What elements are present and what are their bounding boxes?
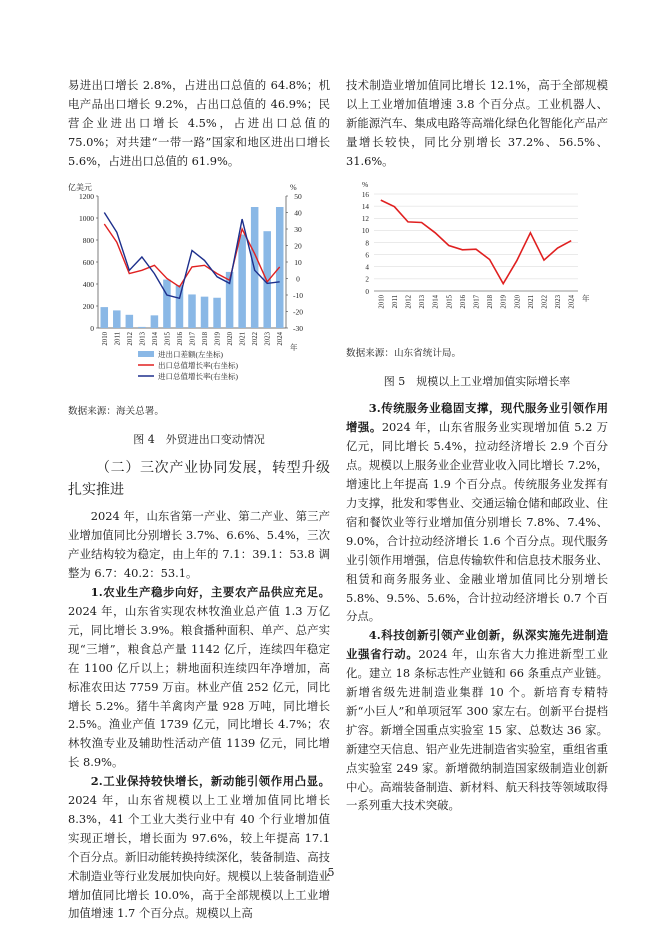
y-axis-label: %	[362, 179, 369, 189]
left-column	[68, 76, 330, 923]
x-tick-label: 2013	[139, 331, 147, 346]
x-tick-label: 2019	[500, 294, 508, 309]
x-axis-label: 年	[582, 293, 590, 303]
paragraph-industry	[68, 772, 330, 923]
y-left-tick-label: 400	[82, 279, 94, 289]
agriculture-body: 2024 年，山东省实现农林牧渔业总产值 1.3 万亿元，同比增长 3.9%。粮食播种面积、单产、总产实现“三增”，粮食总产量 1142 亿斤，连续四年稳定在 1100 亿斤以上；耕地面积连续四年净增加，高标准农田达 7759 万亩。林业产值 252 亿元，同比增长 5.2%。猪牛羊禽肉产量 928 万吨，同比增长 2.5%。渔业产值 1739 亿元，同比增长 4.7%；农林牧渔专业及辅助性活动产值 1139 亿元，同比增长 8.9%。	[68, 603, 330, 770]
bar-trade-balance	[101, 307, 109, 328]
y-tick-label: 16	[361, 190, 369, 199]
figure-4-caption: 图 4 外贸进出口变动情况	[133, 432, 265, 446]
y-right-tick-label: -20	[293, 307, 303, 317]
x-tick-label: 2022	[541, 294, 549, 309]
paragraph-trade-continued: 易进出口增长 2.8%，占进出口总值的 64.8%；机电产品出口增长 9.2%，占出口总值的 46.9%；民营企业进出口增长 4.5%，占进出口总值的 75.0%；对共建“一带一路”国家和地区进出口增长 5.6%，占进出口总值的 61.9%。	[68, 78, 330, 168]
bar-trade-balance	[213, 297, 221, 327]
y-tick-label: 14	[361, 202, 369, 211]
bar-trade-balance	[151, 315, 159, 328]
y-tick-label: 10	[361, 226, 369, 235]
x-tick-label: 2013	[419, 294, 427, 309]
section-heading: （二）三次产业协同发展，转型升级扎实推进	[68, 460, 330, 499]
y-left-tick-label: 1200	[79, 191, 94, 201]
x-tick-label: 2012	[405, 294, 413, 309]
y-right-tick-label: 50	[294, 191, 302, 201]
x-tick-label: 2018	[202, 331, 210, 346]
x-tick-label: 2021	[239, 331, 247, 346]
x-tick-label: 2018	[487, 294, 495, 309]
bar-trade-balance	[126, 314, 134, 327]
x-tick-label: 2015	[164, 331, 172, 346]
x-tick-label: 2023	[555, 294, 563, 309]
x-tick-label: 2021	[527, 294, 535, 309]
x-tick-label: 2024	[568, 294, 576, 309]
y-right-axis-label: %	[290, 182, 297, 192]
y-right-tick-label: 10	[294, 257, 302, 267]
x-tick-label: 2023	[264, 331, 272, 346]
y-left-tick-label: 0	[90, 323, 94, 333]
y-tick-label: 12	[361, 214, 369, 223]
legend-label: 出口总值增长率(右坐标)	[158, 360, 238, 370]
paragraph-technology	[346, 626, 608, 815]
y-left-tick-label: 800	[82, 235, 94, 245]
y-right-tick-label: 30	[294, 224, 302, 234]
x-tick-label: 2015	[446, 294, 454, 309]
line-industrial-growth	[381, 200, 571, 284]
x-tick-label: 2017	[473, 294, 481, 309]
x-tick-label: 2016	[459, 294, 467, 309]
x-tick-label: 2010	[378, 294, 386, 309]
technology-body: 2024 年，山东省大力推进新型工业化。建立 18 条标志性产业链和 66 条重点产业链。新增省级先进制造业集群 10 个。新培育专精特新“小巨人”和单项冠军 300 家左右。创新平台提档扩容。新增全国重点实验室 15 家、总数达 36 家。新建空天信息、铝产业先进制造省实验室，重组省重点实验室 249 家。新增微纳制造国家级制造业创新中心。高端装备制造、新材料、航天科技等领域取得一系列重大技术突破。	[346, 647, 608, 813]
y-tick-label: 4	[365, 263, 369, 272]
y-tick-label: 8	[365, 238, 369, 247]
y-right-tick-label: 20	[294, 241, 302, 251]
services-body: 2024 年，山东省服务业实现增加值 5.2 万亿元，同比增长 5.4%，拉动经济增长 2.9 个百分点。规模以上服务业企业营业收入同比增长 7.2%，增速比上年提高 1.9 个百分点。传统服务业发挥有力支撑，批发和零售业、交通运输仓储和邮政业、住宿和餐饮业等行业增加值分别增长 7.8%、7.4%、9.0%，合计拉动经济增长 1.6 个百分点。现代服务业引领作用增强，信息传输软件和信息技术服务业、租赁和商务服务业、金融业增加值同比分别增长 5.8%、9.5%、5.6%，合计拉动经济增长 0.7 个百分点。	[346, 420, 608, 624]
x-tick-label: 2012	[126, 331, 134, 346]
y-right-tick-label: -10	[293, 290, 303, 300]
paragraph-agriculture	[68, 583, 330, 772]
legend-swatch	[138, 351, 154, 357]
y-left-tick-label: 200	[82, 301, 94, 311]
figure-4-chart	[68, 178, 330, 403]
paragraph-industry-structure: 2024 年，山东省第一产业、第二产业、第三产业增加值同比分别增长 3.7%、6.6%、5.4%，三次产业结构较为稳定，由上年的 7.1：39.1：53.8 调整为 6.7：40.2：53.1。	[68, 509, 330, 581]
x-tick-label: 2017	[189, 331, 197, 346]
x-tick-label: 2019	[214, 331, 222, 346]
x-tick-label: 2022	[252, 331, 260, 346]
x-tick-label: 2024	[277, 331, 285, 346]
figure-5-caption: 图 5 规模以上工业增加值实际增长率	[383, 374, 571, 388]
y-left-axis-label: 亿美元	[68, 182, 92, 192]
technology-lead: 4.科技创新引领产业创新，纵深实施先进制造业强省行动。	[346, 628, 608, 662]
industry-body: 2024 年，山东省规模以上工业增加值同比增长 8.3%，41 个工业大类行业中有 40 个行业增加值实现正增长，增长面为 97.6%，较上年提高 17.1 个百分点。新旧动能转换持续深化，装备制造、高技术制造业等行业发展加快向好。规模以上装备制造业增加值同比增长 10.0%，高于全部规模以上工业增加值增速 1.7 个百分点。规模以上高	[68, 793, 330, 921]
figure-5-source: 数据来源：山东省统计局。	[346, 347, 462, 359]
bar-trade-balance	[188, 294, 196, 328]
bar-trade-balance	[113, 310, 121, 328]
y-left-tick-label: 600	[82, 257, 94, 267]
y-right-tick-label: 0	[296, 274, 300, 284]
legend-label: 进出口差额(左坐标)	[158, 349, 223, 359]
figure-5-chart	[346, 179, 608, 339]
x-axis-label: 年	[290, 342, 298, 352]
x-tick-label: 2010	[101, 331, 109, 346]
industry-lead: 2.工业保持较快增长，新动能引领作用凸显。	[90, 774, 330, 789]
right-column	[346, 76, 608, 815]
y-tick-label: 2	[365, 275, 369, 284]
bar-trade-balance	[163, 279, 171, 327]
y-right-tick-label: -30	[293, 323, 303, 333]
bar-trade-balance	[201, 296, 209, 327]
bar-trade-balance	[238, 234, 246, 328]
x-tick-label: 2020	[514, 294, 522, 309]
paragraph-hightech-continued: 技术制造业增加值同比增长 12.1%，高于全部规模以上工业增加值增速 3.8 个百分点。工业机器人、新能源汽车、集成电路等高端化绿色化智能化产品产量增长较快，同比分别增长 37.2%、56.5%、31.6%。	[346, 78, 608, 168]
x-tick-label: 2011	[114, 331, 122, 345]
agriculture-lead: 1.农业生产稳步向好，主要农产品供应充足。	[90, 585, 330, 600]
x-tick-label: 2016	[176, 331, 184, 346]
x-tick-label: 2011	[391, 294, 399, 308]
page-number: 5	[327, 866, 335, 879]
bar-trade-balance	[138, 326, 146, 327]
legend-label: 进口总值增长率(右坐标)	[158, 371, 238, 381]
x-tick-label: 2020	[227, 331, 235, 346]
x-tick-label: 2014	[151, 331, 159, 346]
x-tick-label: 2014	[432, 294, 440, 309]
y-left-tick-label: 1000	[79, 213, 94, 223]
paragraph-services	[346, 399, 608, 626]
y-tick-label: 0	[365, 287, 369, 296]
y-right-tick-label: 40	[294, 208, 302, 218]
figure-4-source: 数据来源：海关总署。	[68, 405, 164, 417]
bar-trade-balance	[176, 285, 184, 328]
y-tick-label: 6	[365, 250, 369, 259]
services-lead: 3.传统服务业稳固支撑，现代服务业引领作用增强。	[346, 401, 608, 435]
